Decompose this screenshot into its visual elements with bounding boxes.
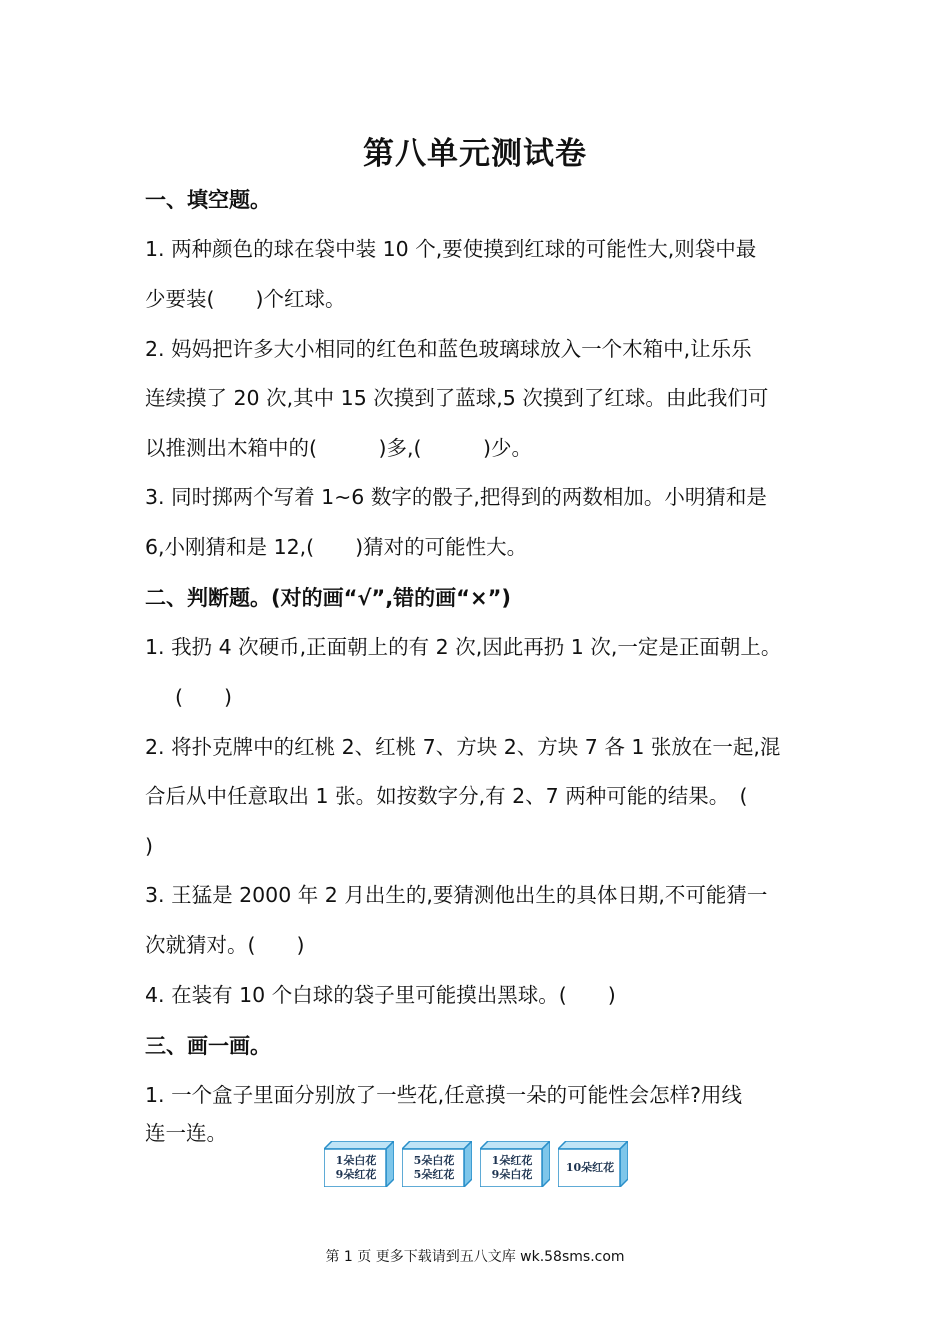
s2-q2-line1: 2. 将扑克牌中的红桃 2、红桃 7、方块 2、方块 7 各 1 张放在一起,混 — [145, 735, 781, 759]
section1-heading: 一、填空题。 — [145, 188, 271, 212]
s1-q2-line1: 2. 妈妈把许多大小相同的红色和蓝色玻璃球放入一个木箱中,让乐乐 — [145, 337, 752, 361]
flower-box — [480, 1141, 550, 1187]
box-label: 1朵红花 9朵白花 — [491, 1154, 533, 1181]
s2-q3-line2: 次就猜对。( ) — [145, 933, 305, 957]
s2-q2-line2: 合后从中任意取出 1 张。如按数字分,有 2、7 两种可能的结果。 ( — [145, 784, 748, 808]
section3-heading: 三、画一画。 — [145, 1034, 271, 1058]
flower-boxes — [324, 1141, 634, 1189]
s2-q4-line1: 4. 在装有 10 个白球的袋子里可能摸出黑球。( ) — [145, 983, 616, 1007]
flower-box — [324, 1141, 394, 1187]
s3-q1-line2: 连一连。 — [145, 1121, 227, 1145]
flower-box — [558, 1141, 628, 1187]
page-title: 第八单元测试卷 — [363, 136, 587, 172]
box-label: 1朵白花 9朵红花 — [335, 1154, 377, 1181]
page-footer: 第 1 页 更多下载请到五八文库 wk.58sms.com — [325, 1249, 625, 1265]
box-label: 5朵白花 5朵红花 — [413, 1154, 455, 1181]
box-label: 10朵红花 — [565, 1161, 615, 1174]
s1-q1-line1: 1. 两种颜色的球在袋中装 10 个,要使摸到红球的可能性大,则袋中最 — [145, 237, 757, 261]
section2-heading: 二、判断题。(对的画“√”,错的画“×”) — [145, 586, 511, 610]
s1-q3-line1: 3. 同时掷两个写着 1~6 数字的骰子,把得到的两数相加。小明猜和是 — [145, 485, 767, 509]
s2-q1-line1: 1. 我扔 4 次硬币,正面朝上的有 2 次,因此再扔 1 次,一定是正面朝上。 — [145, 635, 782, 659]
s1-q1-line2: 少要装( )个红球。 — [145, 287, 346, 311]
s1-q2-line2: 连续摸了 20 次,其中 15 次摸到了蓝球,5 次摸到了红球。由此我们可 — [145, 386, 769, 410]
s2-q1-line2: ( ) — [175, 685, 232, 709]
s1-q3-line2: 6,小刚猜和是 12,( )猜对的可能性大。 — [145, 535, 528, 559]
s1-q2-line3: 以推测出木箱中的( )多,( )少。 — [145, 436, 533, 460]
s2-q2-line3: ) — [145, 834, 153, 858]
s3-q1-line1: 1. 一个盒子里面分别放了一些花,任意摸一朵的可能性会怎样?用线 — [145, 1083, 742, 1107]
s2-q3-line1: 3. 王猛是 2000 年 2 月出生的,要猜测他出生的具体日期,不可能猜一 — [145, 883, 768, 907]
flower-box — [402, 1141, 472, 1187]
